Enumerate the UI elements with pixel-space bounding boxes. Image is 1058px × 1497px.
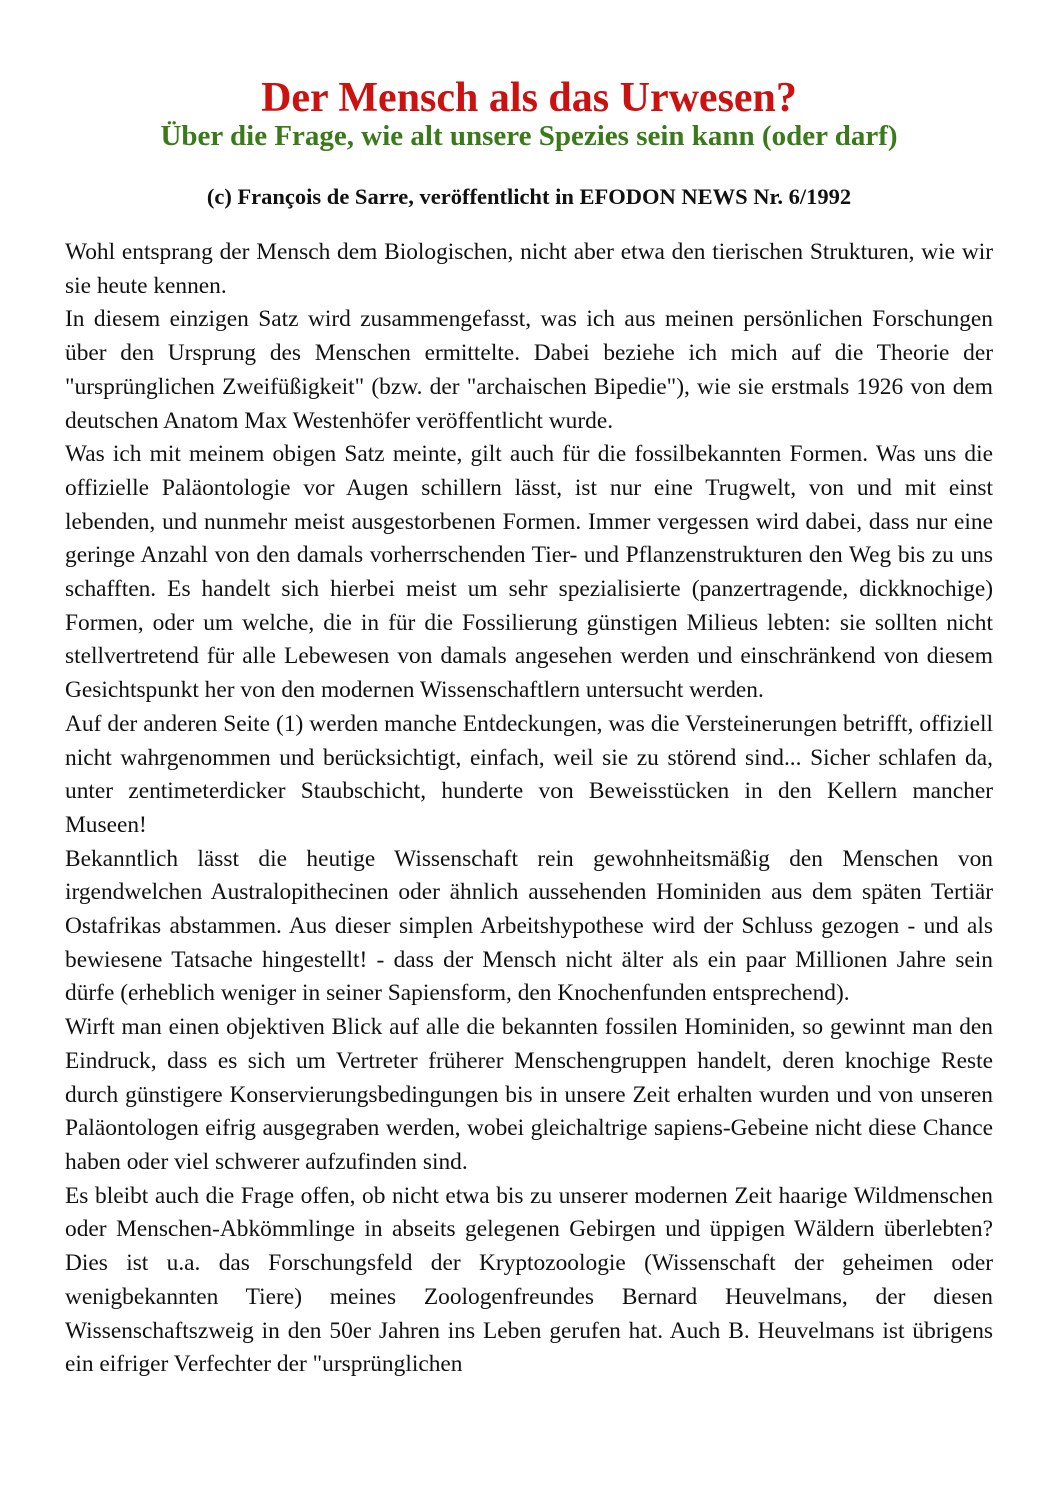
- article-body: [65, 236, 993, 1382]
- paragraph-6: Wirft man einen objektiven Blick auf alle die bekannten fossilen Hominiden, so gewinnt man den Eindruck, dass es sich um Vertreter früherer Menschengruppen handelt, deren knochige Reste durch günstigere Konservierungsbedingungen bis in unsere Zeit erhalten wurden und von unseren Paläontologen eifrig ausgegraben werden, wobei gleichaltrige sapiens-Gebeine nicht diese Chance haben oder viel schwerer aufzufinden sind.: [65, 1014, 993, 1175]
- article-subtitle: Über die Frage, wie alt unsere Spezies sein kann (oder darf): [160, 120, 898, 152]
- paragraph-2: In diesem einzigen Satz wird zusammengefasst, was ich aus meinen persönlichen Forschungen über den Ursprung des Menschen ermittelte. Dabei beziehe ich mich auf die Theorie der "ursprünglichen Zweifüßigkeit" (bzw. der "archaischen Bipedie"), wie sie erstmals 1926 von dem deutschen Anatom Max Westenhöfer veröffentlicht wurde.: [65, 306, 993, 434]
- paragraph-7: Es bleibt auch die Frage offen, ob nicht etwa bis zu unserer modernen Zeit haarige Wildmenschen oder Menschen-Abkömmlinge in abseits gelegenen Gebirgen und üppigen Wäldern überlebten? Dies ist u.a. das Forschungsfeld der Kryptozoologie (Wissenschaft der geheimen oder wenigbekannten Tiere) meines Zoologenfreundes Bernard Heuvelmans, der diesen Wissenschaftszweig in den 50er Jahren ins Leben gerufen hat. Auch B. Heuvelmans ist übrigens ein eifriger Verfechter der "ursprünglichen: [65, 1182, 993, 1378]
- paragraph-1: Wohl entsprang der Mensch dem Biologischen, nicht aber etwa den tierischen Strukturen, wie wir sie heute kennen.: [65, 239, 993, 299]
- paragraph-3: Was ich mit meinem obigen Satz meinte, gilt auch für die fossilbekannten Formen. Was uns die offizielle Paläontologie vor Augen schillern lässt, ist nur eine Trugwelt, von und mit einst lebenden, und nunmehr meist ausgestorbenen Formen. Immer vergessen wird dabei, dass nur eine geringe Anzahl von den damals vorherrschenden Tier- und Pflanzenstrukturen den Weg bis zu uns schafften. Es handelt sich hierbei meist um sehr spezialisierte (panzertragende, dickknochige) Formen, oder um welche, die in für die Fossilierung günstigen Milieus lebten: sie sollten nicht stellvertretend für alle Lebewesen von damals angesehen werden und einschränkend von diesem Gesichtspunkt her von den modernen Wissenschaftlern untersucht werden.: [65, 441, 993, 704]
- paragraph-4: Auf der anderen Seite (1) werden manche Entdeckungen, was die Versteinerungen betrifft, offiziell nicht wahrgenommen und berücksichtigt, einfach, weil sie zu störend sind... Sicher schlafen da, unter zentimeterdicker Staubschicht, hunderte von Beweisstücken in den Kellern mancher Museen!: [65, 710, 993, 838]
- article-byline: (c) François de Sarre, veröffentlicht in EFODON NEWS Nr. 6/1992: [206, 184, 852, 209]
- article-title: Der Mensch als das Urwesen?: [261, 75, 797, 121]
- paragraph-5: Bekanntlich lässt die heutige Wissenschaft rein gewohnheitsmäßig den Menschen von irgendwelchen Australopithecinen oder ähnlich aussehenden Hominiden aus dem späten Tertiär Ostafrikas abstammen. Aus dieser simplen Arbeitshypothese wird der Schluss gezogen - und als bewiesene Tatsache hingestellt! - dass der Mensch nicht älter als ein paar Millionen Jahre sein dürfe (erheblich weniger in seiner Sapiensform, den Knochenfunden entsprechend).: [65, 845, 993, 1007]
